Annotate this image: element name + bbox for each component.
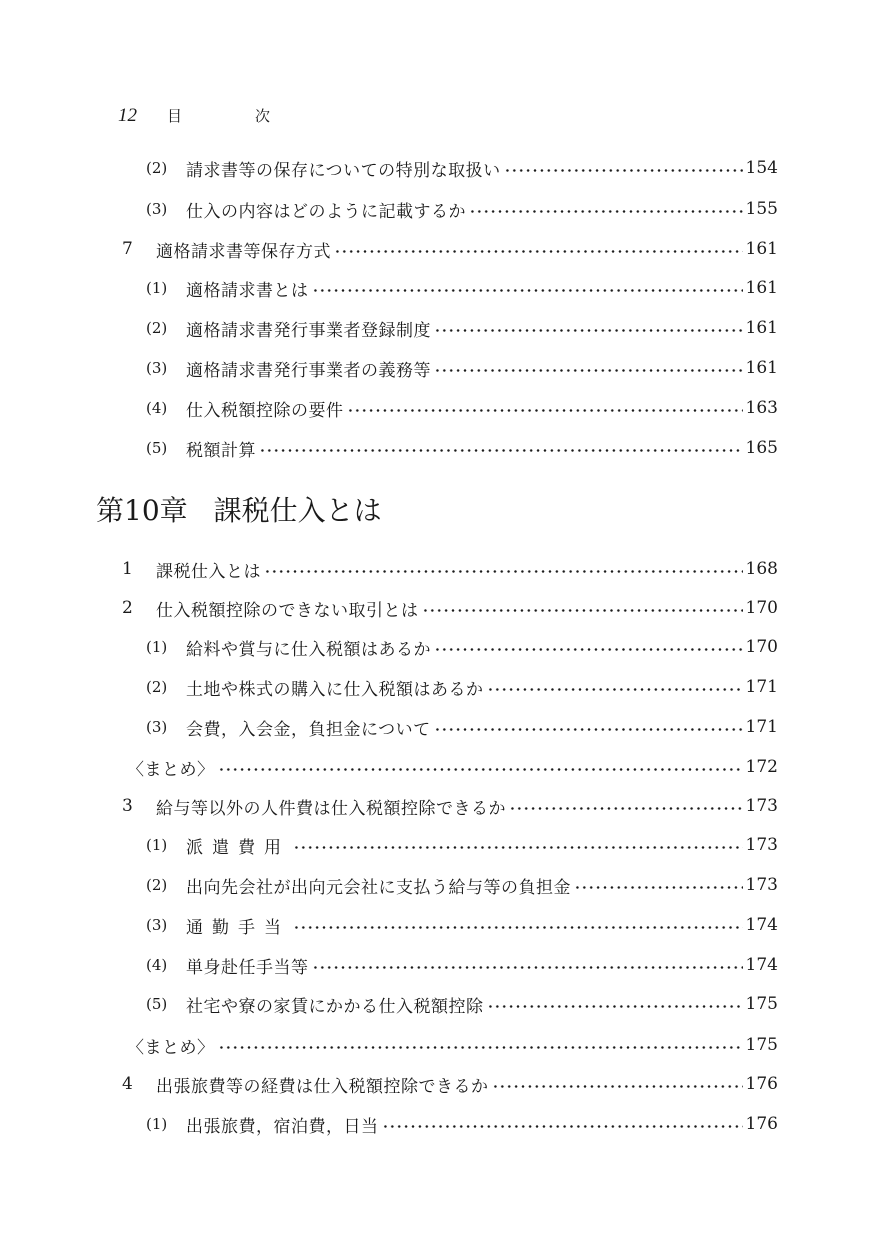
running-header-title-first: 目 <box>167 107 183 125</box>
toc-entry-title: 会費，入会金，負担金について <box>186 719 431 740</box>
toc-entry-title: 出向先会社が出向元会社に支払う給与等の負担金 <box>186 877 571 898</box>
dot-leader <box>469 210 743 213</box>
chapter-heading <box>96 486 382 532</box>
toc-entry-subsection[interactable] <box>146 392 778 424</box>
toc-entry-page: 161 <box>745 239 778 259</box>
toc-entry-title: 適格請求書発行事業者の義務等 <box>186 360 431 381</box>
dot-leader <box>293 846 743 849</box>
toc-entry-title: 課税仕入とは <box>156 561 261 582</box>
toc-entry-title: 社宅や寮の家賃にかかる仕入税額控除 <box>186 996 484 1017</box>
toc-entry-subsection[interactable] <box>146 432 778 464</box>
toc-entry-section[interactable] <box>122 553 778 585</box>
toc-entry-title: 給料や賞与に仕入税額はあるか <box>186 639 431 660</box>
dot-leader <box>264 570 743 573</box>
toc-entry-subsection[interactable] <box>146 909 778 941</box>
toc-entry-summary[interactable] <box>127 751 778 783</box>
toc-entry-subsection[interactable] <box>146 829 778 861</box>
toc-entry-title: 出張旅費，宿泊費，日当 <box>186 1116 379 1137</box>
dot-leader <box>434 728 743 731</box>
toc-entry-section[interactable] <box>122 1068 778 1100</box>
toc-entry-title: 請求書等の保存についての特別な取扱い <box>186 160 501 181</box>
dot-leader <box>487 1005 743 1008</box>
chapter-label: 第10章 <box>96 494 188 527</box>
toc-entry-title: 適格請求書等保存方式 <box>156 241 331 262</box>
toc-entry-title: 適格請求書とは <box>186 280 309 301</box>
toc-entry-subsection[interactable] <box>146 152 778 184</box>
dot-leader <box>334 250 743 253</box>
dot-leader <box>434 369 743 372</box>
toc-entry-title: 単身赴任手当等 <box>186 957 309 978</box>
dot-leader <box>492 1085 743 1088</box>
chapter-title: 課税仕入とは <box>213 494 382 527</box>
toc-entry-number: (2) <box>146 876 168 894</box>
toc-entry-number: (3) <box>146 718 168 736</box>
toc-entry-subsection[interactable] <box>146 1108 778 1140</box>
toc-entry-summary[interactable] <box>127 1029 778 1061</box>
toc-entry-number: (3) <box>146 200 168 218</box>
toc-entry-title: 仕入税額控除の要件 <box>186 400 344 421</box>
toc-entry-page: 163 <box>745 398 778 418</box>
dot-leader <box>259 449 743 452</box>
toc-entry-title: 仕入税額控除のできない取引とは <box>156 600 419 621</box>
toc-entry-page: 172 <box>745 757 778 777</box>
toc-entry-title: 給与等以外の人件費は仕入税額控除できるか <box>156 798 506 819</box>
toc-entry-subsection[interactable] <box>146 631 778 663</box>
toc-entry-page: 176 <box>745 1074 778 1094</box>
dot-leader <box>312 289 743 292</box>
dot-leader <box>347 409 743 412</box>
toc-entry-title: 税額計算 <box>186 440 256 461</box>
toc-entry-page: 165 <box>745 438 778 458</box>
toc-entry-section[interactable] <box>122 592 778 624</box>
toc-entry-page: 176 <box>745 1114 778 1134</box>
toc-entry-number: 7 <box>122 239 133 259</box>
toc-entry-page: 173 <box>745 796 778 816</box>
toc-entry-title: 通勤手当 <box>186 917 290 938</box>
toc-entry-number: (2) <box>146 319 168 337</box>
toc-entry-page: 154 <box>745 158 778 178</box>
toc-entry-title: 派遣費用 <box>186 837 290 858</box>
dot-leader <box>218 768 743 771</box>
toc-entry-title: 出張旅費等の経費は仕入税額控除できるか <box>156 1076 489 1097</box>
toc-entry-page: 171 <box>745 677 778 697</box>
toc-entry-number: (2) <box>146 678 168 696</box>
dot-leader <box>312 966 743 969</box>
toc-entry-page: 168 <box>745 559 778 579</box>
toc-entry-page: 170 <box>745 637 778 657</box>
toc-entry-number: (3) <box>146 916 168 934</box>
toc-entry-title: 適格請求書発行事業者登録制度 <box>186 320 431 341</box>
toc-entry-page: 161 <box>745 278 778 298</box>
toc-entry-number: (3) <box>146 359 168 377</box>
toc-entry-subsection[interactable] <box>146 949 778 981</box>
toc-entry-number: (4) <box>146 956 168 974</box>
toc-entry-title: 仕入の内容はどのように記載するか <box>186 201 466 222</box>
toc-entry-number: (1) <box>146 279 168 297</box>
toc-entry-section[interactable] <box>122 233 778 265</box>
dot-leader <box>382 1125 743 1128</box>
toc-entry-number: (1) <box>146 836 168 854</box>
toc-entry-title: 〈まとめ〉 <box>127 1037 215 1058</box>
toc-entry-subsection[interactable] <box>146 193 778 225</box>
toc-entry-number: 2 <box>122 598 133 618</box>
running-header-title-second: 次 <box>255 107 271 125</box>
toc-entry-number: (4) <box>146 399 168 417</box>
dot-leader <box>218 1046 743 1049</box>
toc-entry-number: 3 <box>122 796 133 816</box>
toc-entry-page: 175 <box>745 1035 778 1055</box>
toc-entry-section[interactable] <box>122 790 778 822</box>
toc-entry-subsection[interactable] <box>146 312 778 344</box>
toc-entry-number: 4 <box>122 1074 133 1094</box>
toc-entry-page: 173 <box>745 835 778 855</box>
toc-entry-page: 161 <box>745 318 778 338</box>
dot-leader <box>487 688 743 691</box>
toc-entry-subsection[interactable] <box>146 671 778 703</box>
toc-entry-page: 161 <box>745 358 778 378</box>
toc-entry-subsection[interactable] <box>146 711 778 743</box>
toc-entry-title: 土地や株式の購入に仕入税額はあるか <box>186 679 484 700</box>
toc-entry-number: (1) <box>146 1115 168 1133</box>
toc-entry-page: 175 <box>745 994 778 1014</box>
toc-entry-subsection[interactable] <box>146 352 778 384</box>
toc-entry-title: 〈まとめ〉 <box>127 759 215 780</box>
toc-entry-number: (2) <box>146 159 168 177</box>
toc-entry-page: 171 <box>745 717 778 737</box>
toc-entry-page: 174 <box>745 955 778 975</box>
toc-entry-page: 155 <box>745 199 778 219</box>
dot-leader <box>422 609 743 612</box>
toc-entry-page: 170 <box>745 598 778 618</box>
toc-entry-subsection[interactable] <box>146 869 778 901</box>
dot-leader <box>509 807 743 810</box>
toc-entry-page: 174 <box>745 915 778 935</box>
dot-leader <box>434 648 743 651</box>
dot-leader <box>434 329 743 332</box>
toc-entry-number: (5) <box>146 439 168 457</box>
toc-entry-subsection[interactable] <box>146 272 778 304</box>
toc-entry-number: 1 <box>122 559 133 579</box>
dot-leader <box>293 926 743 929</box>
dot-leader <box>504 169 743 172</box>
toc-entry-page: 173 <box>745 875 778 895</box>
toc-entry-number: (1) <box>146 638 168 656</box>
page-number: 12 <box>118 105 137 126</box>
dot-leader <box>574 886 743 889</box>
toc-entry-number: (5) <box>146 995 168 1013</box>
toc-entry-subsection[interactable] <box>146 988 778 1020</box>
